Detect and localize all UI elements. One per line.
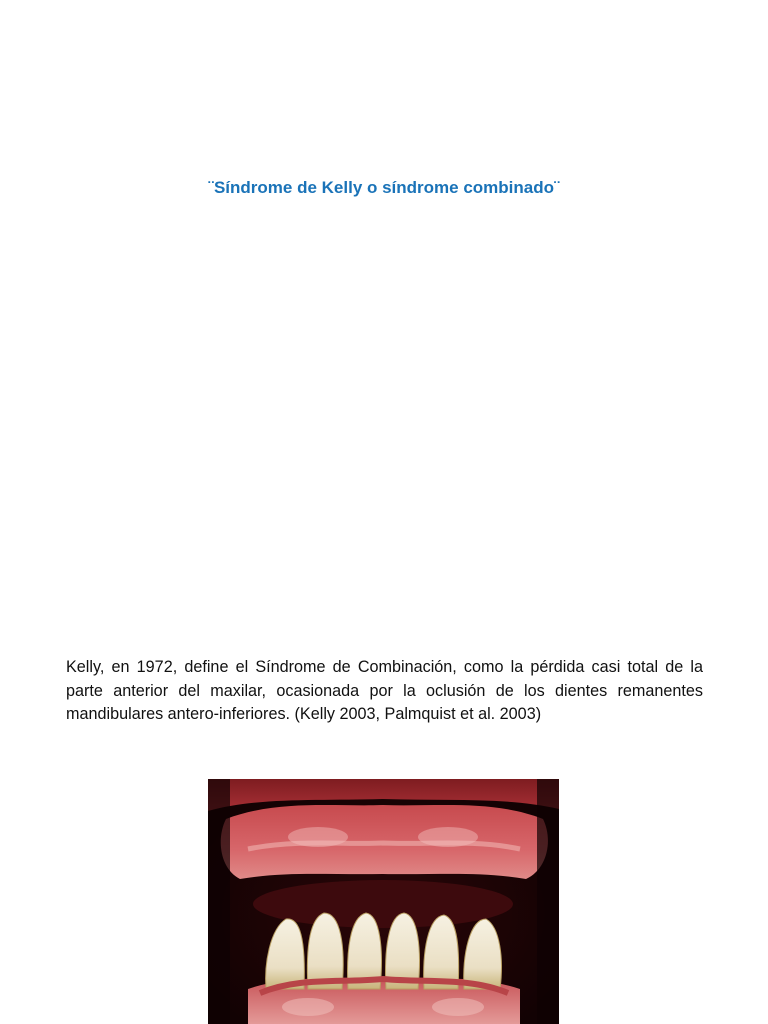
- document-paragraph: Kelly, en 1972, define el Síndrome de Combinación, como la pérdida casi total de la parte anterior del maxilar, ocasionada por la oclusión de los dientes remanentes mandibulares antero-inferiores. (Kelly 2003, Palmquist et al. 2003): [66, 658, 703, 723]
- clinical-photo-illustration: [208, 779, 559, 1024]
- clinical-photo-mouth: [208, 779, 559, 1024]
- document-title: ¨Síndrome de Kelly o síndrome combinado¨: [208, 178, 560, 197]
